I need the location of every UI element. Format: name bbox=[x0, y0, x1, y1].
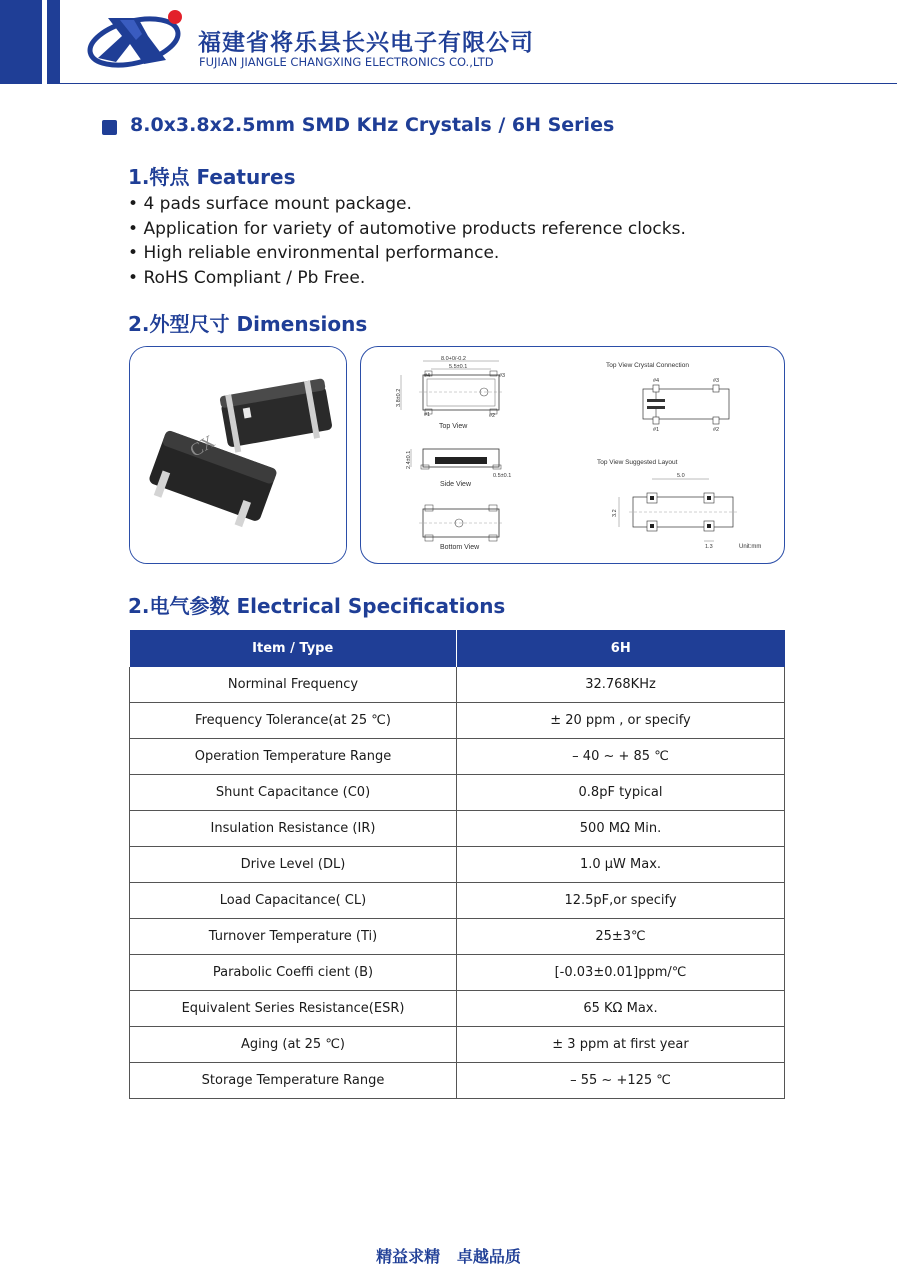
spec-value: 0.8pF typical bbox=[457, 775, 785, 811]
dim-inner-label: 5.5±0.1 bbox=[449, 364, 468, 370]
dim-width-label: 3.8±0.2 bbox=[396, 388, 402, 407]
dimension-drawing bbox=[360, 346, 785, 564]
header-bar-left bbox=[0, 0, 42, 84]
table-row bbox=[130, 739, 785, 775]
col-header-item: Item / Type bbox=[130, 630, 457, 667]
table-row bbox=[130, 703, 785, 739]
conn-pad3-label: #3 bbox=[713, 378, 720, 384]
pad3-label: #3 bbox=[499, 373, 506, 379]
spec-value: ± 3 ppm at first year bbox=[457, 1027, 785, 1063]
spec-header-row bbox=[130, 630, 785, 667]
spec-value: [-0.03±0.01]ppm/℃ bbox=[457, 955, 785, 991]
spec-value: ± 20 ppm , or specify bbox=[457, 703, 785, 739]
feature-item: • Application for variety of automotive products reference clocks. bbox=[128, 217, 686, 242]
table-row bbox=[130, 991, 785, 1027]
dim-height-label: 2.4±0.1 bbox=[406, 450, 412, 469]
spec-item: Aging (at 25 ℃) bbox=[130, 1027, 457, 1063]
bottom-view-drawing bbox=[419, 505, 503, 541]
spec-item: Frequency Tolerance(at 25 ℃) bbox=[130, 703, 457, 739]
spec-value: 65 KΩ Max. bbox=[457, 991, 785, 1027]
dimensions-heading: 2.外型尺寸 Dimensions bbox=[128, 312, 368, 336]
top-view-label: Top View bbox=[439, 423, 468, 430]
header-rule bbox=[60, 83, 897, 84]
company-logo-icon bbox=[86, 6, 188, 72]
pad4-label: #4 bbox=[424, 373, 431, 379]
pad1-label: #1 bbox=[424, 412, 431, 418]
spec-table bbox=[129, 630, 785, 1099]
chip-marking-text: CX bbox=[186, 430, 219, 461]
spec-item: Storage Temperature Range bbox=[130, 1063, 457, 1099]
spec-item: Parabolic Coeffi cient (B) bbox=[130, 955, 457, 991]
spec-value: 25±3℃ bbox=[457, 919, 785, 955]
col-header-type: 6H bbox=[457, 630, 785, 667]
dim-layout-height-label: 3.2 bbox=[612, 509, 618, 517]
conn-pad2-label: #2 bbox=[713, 427, 720, 433]
side-view-label: Side View bbox=[440, 481, 472, 488]
spec-item: Drive Level (DL) bbox=[130, 847, 457, 883]
features-heading: 1.特点 Features bbox=[128, 165, 296, 189]
features-list bbox=[128, 192, 686, 290]
conn-pad1-label: #1 bbox=[653, 427, 660, 433]
spec-item: Equivalent Series Resistance(ESR) bbox=[130, 991, 457, 1027]
connection-diagram bbox=[643, 385, 729, 424]
table-row bbox=[130, 1027, 785, 1063]
dim-layout-span-label: 5.0 bbox=[677, 473, 685, 479]
footer-slogan: 精益求精 卓越品质 bbox=[376, 1247, 521, 1266]
title-marker bbox=[102, 120, 117, 135]
company-name-cn: 福建省将乐县长兴电子有限公司 bbox=[198, 30, 534, 56]
company-name-en: FUJIAN JIANGLE CHANGXING ELECTRONICS CO.,LTD bbox=[199, 55, 494, 69]
table-row bbox=[130, 955, 785, 991]
electrical-heading: 2.电气参数 Electrical Specifications bbox=[128, 594, 506, 618]
layout-label: Top View Suggested Layout bbox=[597, 459, 678, 466]
dim-layout-pad-label: 1.3 bbox=[705, 544, 713, 550]
dim-length-label: 8.0+0/-0.2 bbox=[441, 356, 466, 362]
table-row bbox=[130, 811, 785, 847]
spec-value: – 55 ~ +125 ℃ bbox=[457, 1063, 785, 1099]
spec-value: 12.5pF,or specify bbox=[457, 883, 785, 919]
conn-pad4-label: #4 bbox=[653, 378, 660, 384]
spec-item: Insulation Resistance (IR) bbox=[130, 811, 457, 847]
table-row bbox=[130, 847, 785, 883]
side-view-drawing bbox=[411, 449, 501, 469]
product-photo bbox=[129, 346, 347, 564]
spec-value: – 40 ~ + 85 ℃ bbox=[457, 739, 785, 775]
dimension-drawing-svg bbox=[361, 347, 784, 563]
feature-item: • High reliable environmental performance. bbox=[128, 241, 686, 266]
spec-value: 500 MΩ Min. bbox=[457, 811, 785, 847]
spec-item: Norminal Frequency bbox=[130, 667, 457, 703]
crystal-photo-illustration bbox=[130, 347, 346, 563]
spec-item: Operation Temperature Range bbox=[130, 739, 457, 775]
table-row bbox=[130, 883, 785, 919]
feature-item: • RoHS Compliant / Pb Free. bbox=[128, 266, 686, 291]
pad2-label: #2 bbox=[489, 413, 496, 419]
connection-label: Top View Crystal Connection bbox=[606, 362, 689, 369]
units-label: Unit:mm bbox=[739, 544, 762, 550]
spec-item: Turnover Temperature (Ti) bbox=[130, 919, 457, 955]
dim-pad-label: 0.5±0.1 bbox=[493, 473, 512, 479]
spec-value: 32.768KHz bbox=[457, 667, 785, 703]
spec-value: 1.0 μW Max. bbox=[457, 847, 785, 883]
header-bar-right bbox=[47, 0, 60, 84]
spec-item: Shunt Capacitance (C0) bbox=[130, 775, 457, 811]
feature-item: • 4 pads surface mount package. bbox=[128, 192, 686, 217]
table-row bbox=[130, 667, 785, 703]
spec-item: Load Capacitance( CL) bbox=[130, 883, 457, 919]
bottom-view-label: Bottom View bbox=[440, 544, 480, 551]
layout-diagram bbox=[619, 479, 737, 541]
table-row bbox=[130, 919, 785, 955]
table-row bbox=[130, 1063, 785, 1099]
page-title: 8.0x3.8x2.5mm SMD KHz Crystals / 6H Series bbox=[130, 114, 615, 136]
table-row bbox=[130, 775, 785, 811]
